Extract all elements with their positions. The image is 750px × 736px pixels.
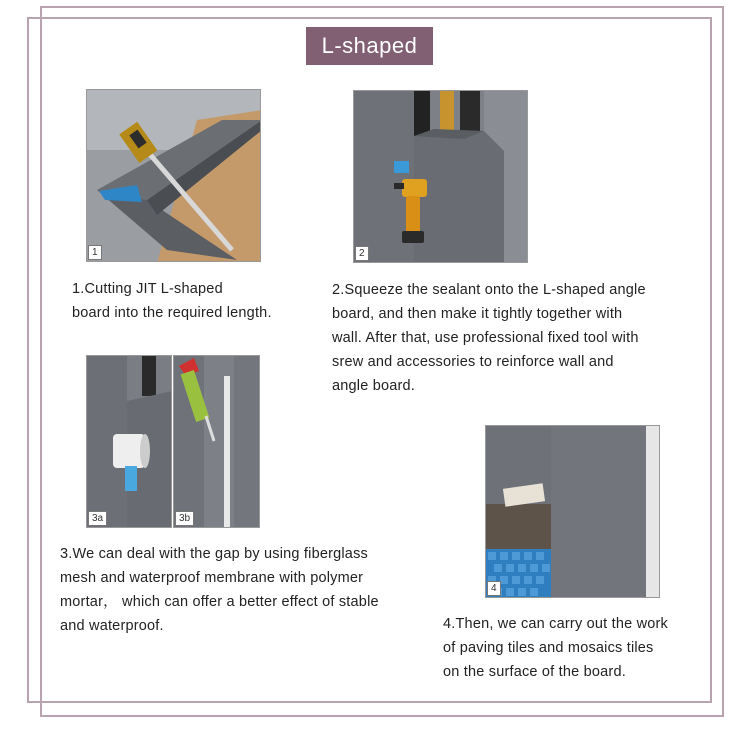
step-3b-photo bbox=[173, 355, 260, 528]
caption-line: board into the required length. bbox=[72, 305, 272, 321]
step-2-photo bbox=[353, 90, 528, 263]
step-4-photo bbox=[485, 425, 660, 598]
caption-line: mortar， which can offer a better effect of stable bbox=[60, 594, 379, 610]
title-banner bbox=[306, 27, 433, 65]
caption-line: srew and accessories to reinforce wall and bbox=[332, 354, 614, 370]
cutting-illustration bbox=[87, 90, 261, 262]
caption-line: on the surface of the board. bbox=[443, 664, 626, 680]
caption-line: 2.Squeeze the sealant onto the L-shaped angle bbox=[332, 282, 646, 298]
step-4-caption bbox=[443, 612, 668, 684]
page-title: L-shaped bbox=[321, 33, 418, 58]
step-3a-photo bbox=[86, 355, 172, 528]
caption-line: mesh and waterproof membrane with polymer bbox=[60, 570, 364, 586]
caption-line: and waterproof. bbox=[60, 618, 164, 634]
tiles-illustration bbox=[486, 426, 660, 598]
caption-line: wall. After that, use professional fixed tool with bbox=[332, 330, 639, 346]
step-3b-badge: 3b bbox=[175, 511, 194, 526]
step-2-badge: 2 bbox=[355, 246, 369, 261]
step-3a-badge: 3a bbox=[88, 511, 107, 526]
step-3-caption bbox=[60, 542, 379, 638]
step-2-caption bbox=[332, 278, 646, 398]
caption-line: board, and then make it tightly together with bbox=[332, 306, 623, 322]
step-4-badge: 4 bbox=[487, 581, 501, 596]
step-1-caption bbox=[72, 277, 272, 325]
mesh-illustration bbox=[87, 356, 172, 528]
caption-line: 4.Then, we can carry out the work bbox=[443, 616, 669, 632]
sealant-illustration bbox=[174, 356, 260, 528]
caption-line: angle board. bbox=[332, 378, 416, 394]
step-1-badge: 1 bbox=[88, 245, 102, 260]
caption-line: 3.We can deal with the gap by using fiberglass bbox=[60, 546, 368, 562]
caption-line: of paving tiles and mosaics tiles bbox=[443, 640, 654, 656]
drilling-illustration bbox=[354, 91, 528, 263]
caption-line: 1.Cutting JIT L-shaped bbox=[72, 281, 223, 297]
step-1-photo bbox=[86, 89, 261, 262]
